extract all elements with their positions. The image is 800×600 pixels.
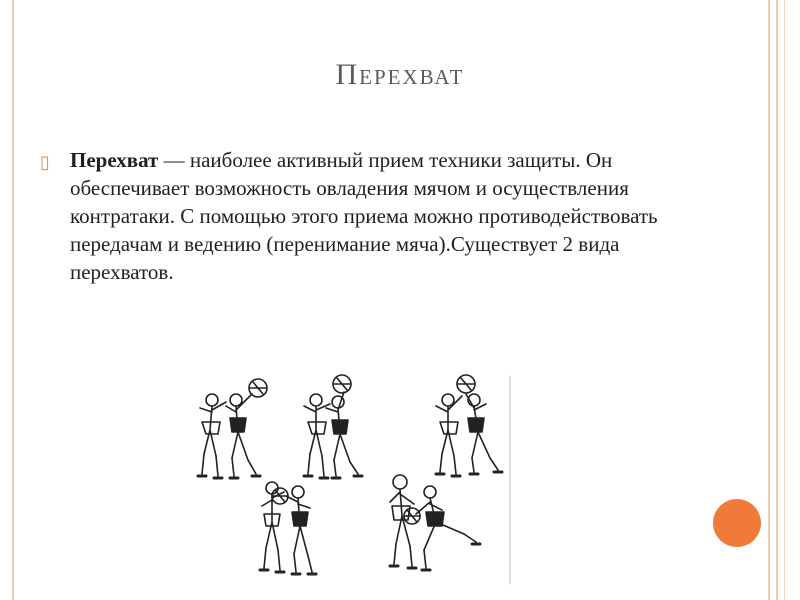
bullet-item (40, 146, 700, 286)
basketball-interception-figures (188, 372, 514, 588)
player-group (304, 375, 362, 478)
player-group (260, 482, 316, 574)
player-group (198, 379, 267, 478)
bullet-description: — наиболее активный прием техники защиты. Он обеспечивает возможность овладения мячом и осуществления контратаки. С помощью этого приема можно противодействовать передачам и ведению (перенимание мяча).Существует 2 вида перехватов. (70, 148, 658, 284)
frame-line-left (12, 0, 14, 600)
slide-title: Перехват (335, 58, 465, 91)
player-group (436, 375, 502, 476)
player-group (390, 475, 480, 570)
bullet-icon: ▯ (40, 152, 50, 172)
bullet-text (70, 146, 700, 286)
frame-line-right (776, 0, 778, 600)
decorative-orange-circle (713, 499, 761, 547)
frame-line-right (784, 0, 785, 600)
frame-line-right (768, 0, 770, 600)
bullet-term: Перехват (70, 148, 159, 172)
